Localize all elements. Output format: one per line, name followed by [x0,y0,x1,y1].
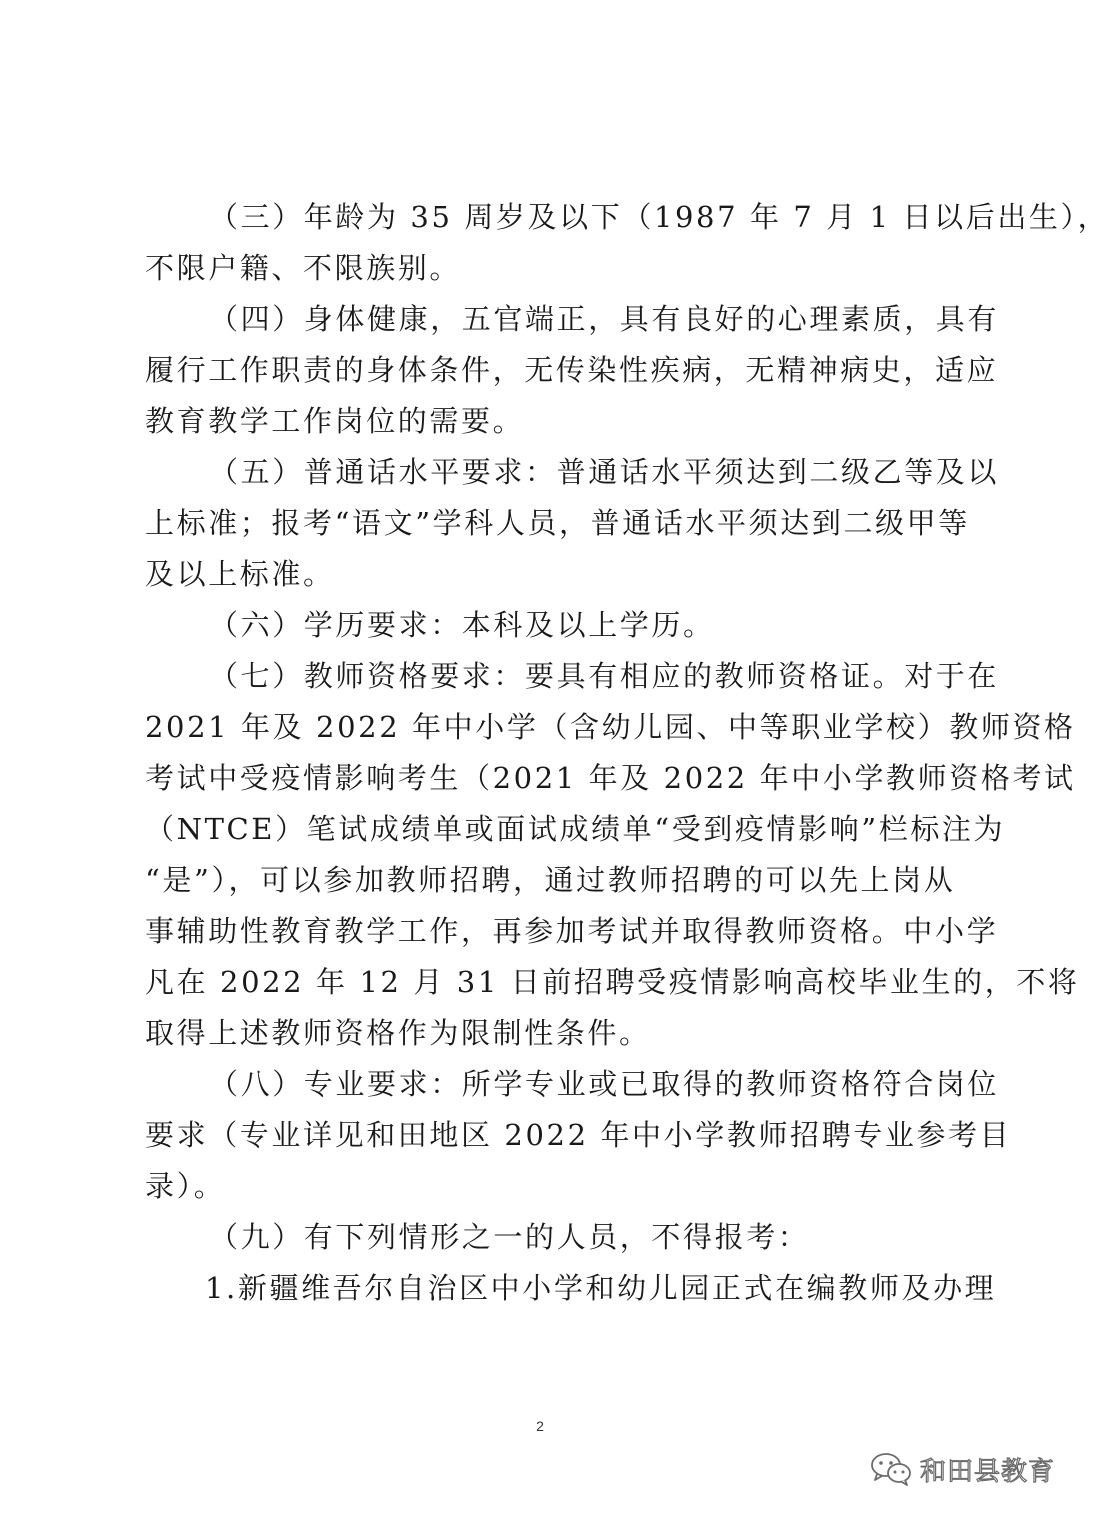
page-number: 2 [536,1418,544,1434]
text-line: 及以上标准。 [145,557,335,591]
text-line: （NTCE）笔试成绩单或面试成绩单“受到疫情影响”栏标注为 [145,812,1006,846]
wechat-icon [870,1452,912,1486]
text-line: 教育教学工作岗位的需要。 [145,404,525,438]
paragraph-exclusion-item-1 [145,1263,997,1314]
paragraph-health-requirement [145,294,1000,447]
text-line: “是”），可以参加教师招聘，通过教师招聘的可以先上岗从 [145,863,956,897]
text-line: 1.新疆维吾尔自治区中小学和幼儿园正式在编教师及办理 [205,1271,997,1305]
text-line: 上标准；报考“语文”学科人员，普通话水平须达到二级甲等 [145,506,970,540]
text-line: 履行工作职责的身体条件，无传染性疾病，无精神病史，适应 [145,353,999,387]
text-line: 不限户籍、不限族别。 [145,251,462,285]
document-body [145,192,1109,1314]
text-line: （四）身体健康，五官端正，具有良好的心理素质，具有 [209,302,1000,336]
text-line: 要求（专业详见和田地区 2022 年中小学教师招聘专业参考目 [145,1118,1012,1152]
paragraph-teacher-qualification [145,651,1080,1059]
paragraph-exclusions [145,1212,941,1263]
watermark-text: 和田县教育 [920,1456,1056,1487]
text-line: （七）教师资格要求：要具有相应的教师资格证。对于在 [209,659,1000,693]
paragraph-mandarin-requirement [145,447,1000,600]
text-line: 取得上述教师资格作为限制性条件。 [145,1016,651,1050]
paragraph-education-requirement [145,600,941,651]
text-line: （三）年龄为 35 周岁及以下（1987 年 7 月 1 日以后出生）， [209,200,1109,234]
text-line: （八）专业要求：所学专业或已取得的教师资格符合岗位 [209,1067,1000,1101]
text-line: （六）学历要求：本科及以上学历。 [209,608,715,642]
text-line: （九）有下列情形之一的人员，不得报考： [209,1220,810,1254]
paragraph-age-requirement [145,192,1109,294]
paragraph-major-requirement [145,1059,1012,1212]
text-line: （五）普通话水平要求：普通话水平须达到二级乙等及以 [209,455,1000,489]
text-line: 考试中受疫情影响考生（2021 年及 2022 年中小学教师资格考试 [145,761,1076,795]
text-line: 录）。 [145,1169,226,1203]
text-line: 凡在 2022 年 12 月 31 日前招聘受疫情影响高校毕业生的，不将 [145,965,1080,999]
text-line: 事辅助性教育教学工作，再参加考试并取得教师资格。中小学 [145,914,999,948]
watermark [870,1449,1055,1489]
text-line: 2021 年及 2022 年中小学（含幼儿园、中等职业学校）教师资格 [145,710,1076,744]
